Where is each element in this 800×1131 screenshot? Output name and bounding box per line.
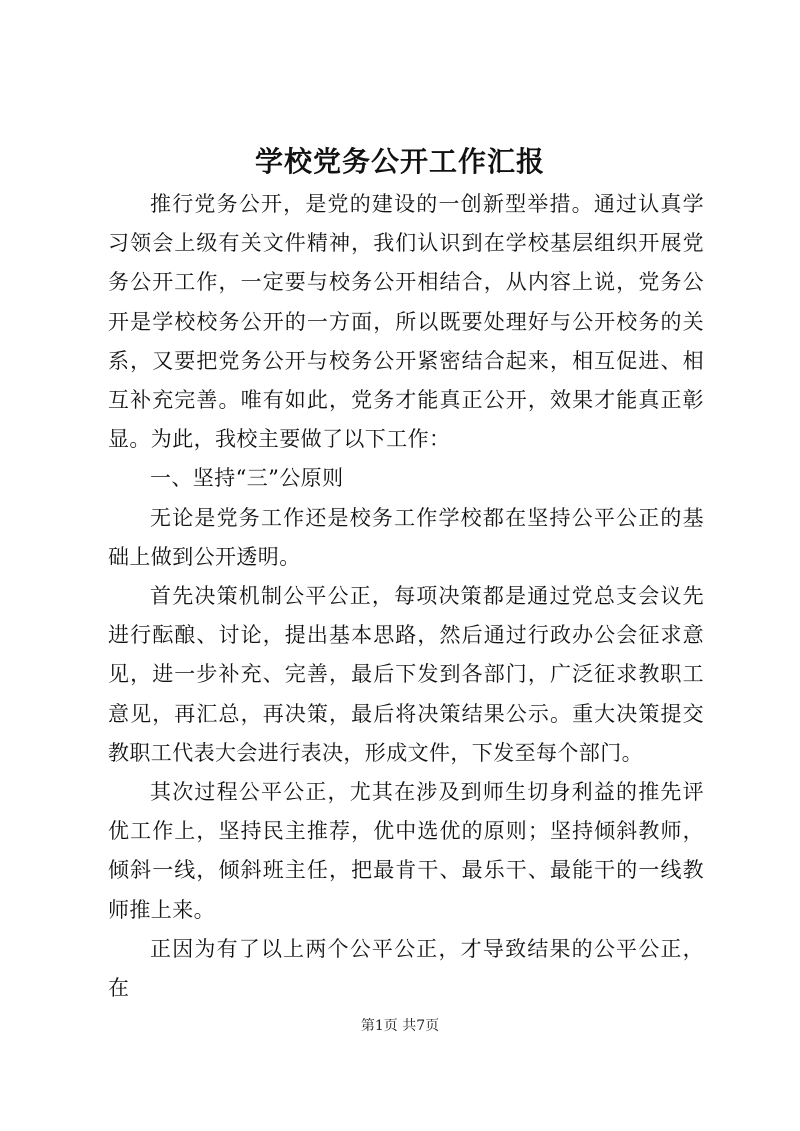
paragraph-decision-mechanism: 首先决策机制公平公正，每项决策都是通过党总支会议先进行酝酿、讨论，提出基本思路，然后通过行政办公会征求意见，进一步补充、完善，最后下发到各部门，广泛征求教职工意见，再汇总，再决策，最后将决策结果公示。重大决策提交教职工代表大会进行表决，形成文件，下发至每个部门。 <box>108 584 704 765</box>
paragraph-process-fairness: 其次过程公平公正，尤其在涉及到师生切身利益的推先评优工作上，坚持民主推荐，优中选优的原则；坚持倾斜教师，倾斜一线，倾斜班主任，把最肯干、最乐干、最能干的一线教师推上来。 <box>108 780 704 922</box>
paragraph-result-fairness: 正因为有了以上两个公平公正，才导致结果的公平公正，在 <box>108 936 704 1001</box>
section-heading: 一、坚持“三”公原则 <box>150 466 344 491</box>
paragraph-principle: 无论是党务工作还是校务工作学校都在坚持公平公正的基础上做到公开透明。 <box>108 505 704 569</box>
paragraph-intro: 推行党务公开，是党的建设的一创新型举措。通过认真学习领会上级有关文件精神，我们认识到在学校基层组织开展党务公开工作，一定要与校务公开相结合，从内容上说，党务公开是学校校务公开的一方面，所以既要处理好与公开校务的关系，又要把党务公开与校务公开紧密结合起来，相互促进、相互补充完善。唯有如此，党务才能真正公开，效果才能真正彰显。为此，我校主要做了以下工作： <box>108 192 704 452</box>
page-footer: 第1页 共7页 <box>360 1018 440 1034</box>
document-body <box>108 185 704 1008</box>
document-title: 学校党务公开工作汇报 <box>254 145 545 178</box>
